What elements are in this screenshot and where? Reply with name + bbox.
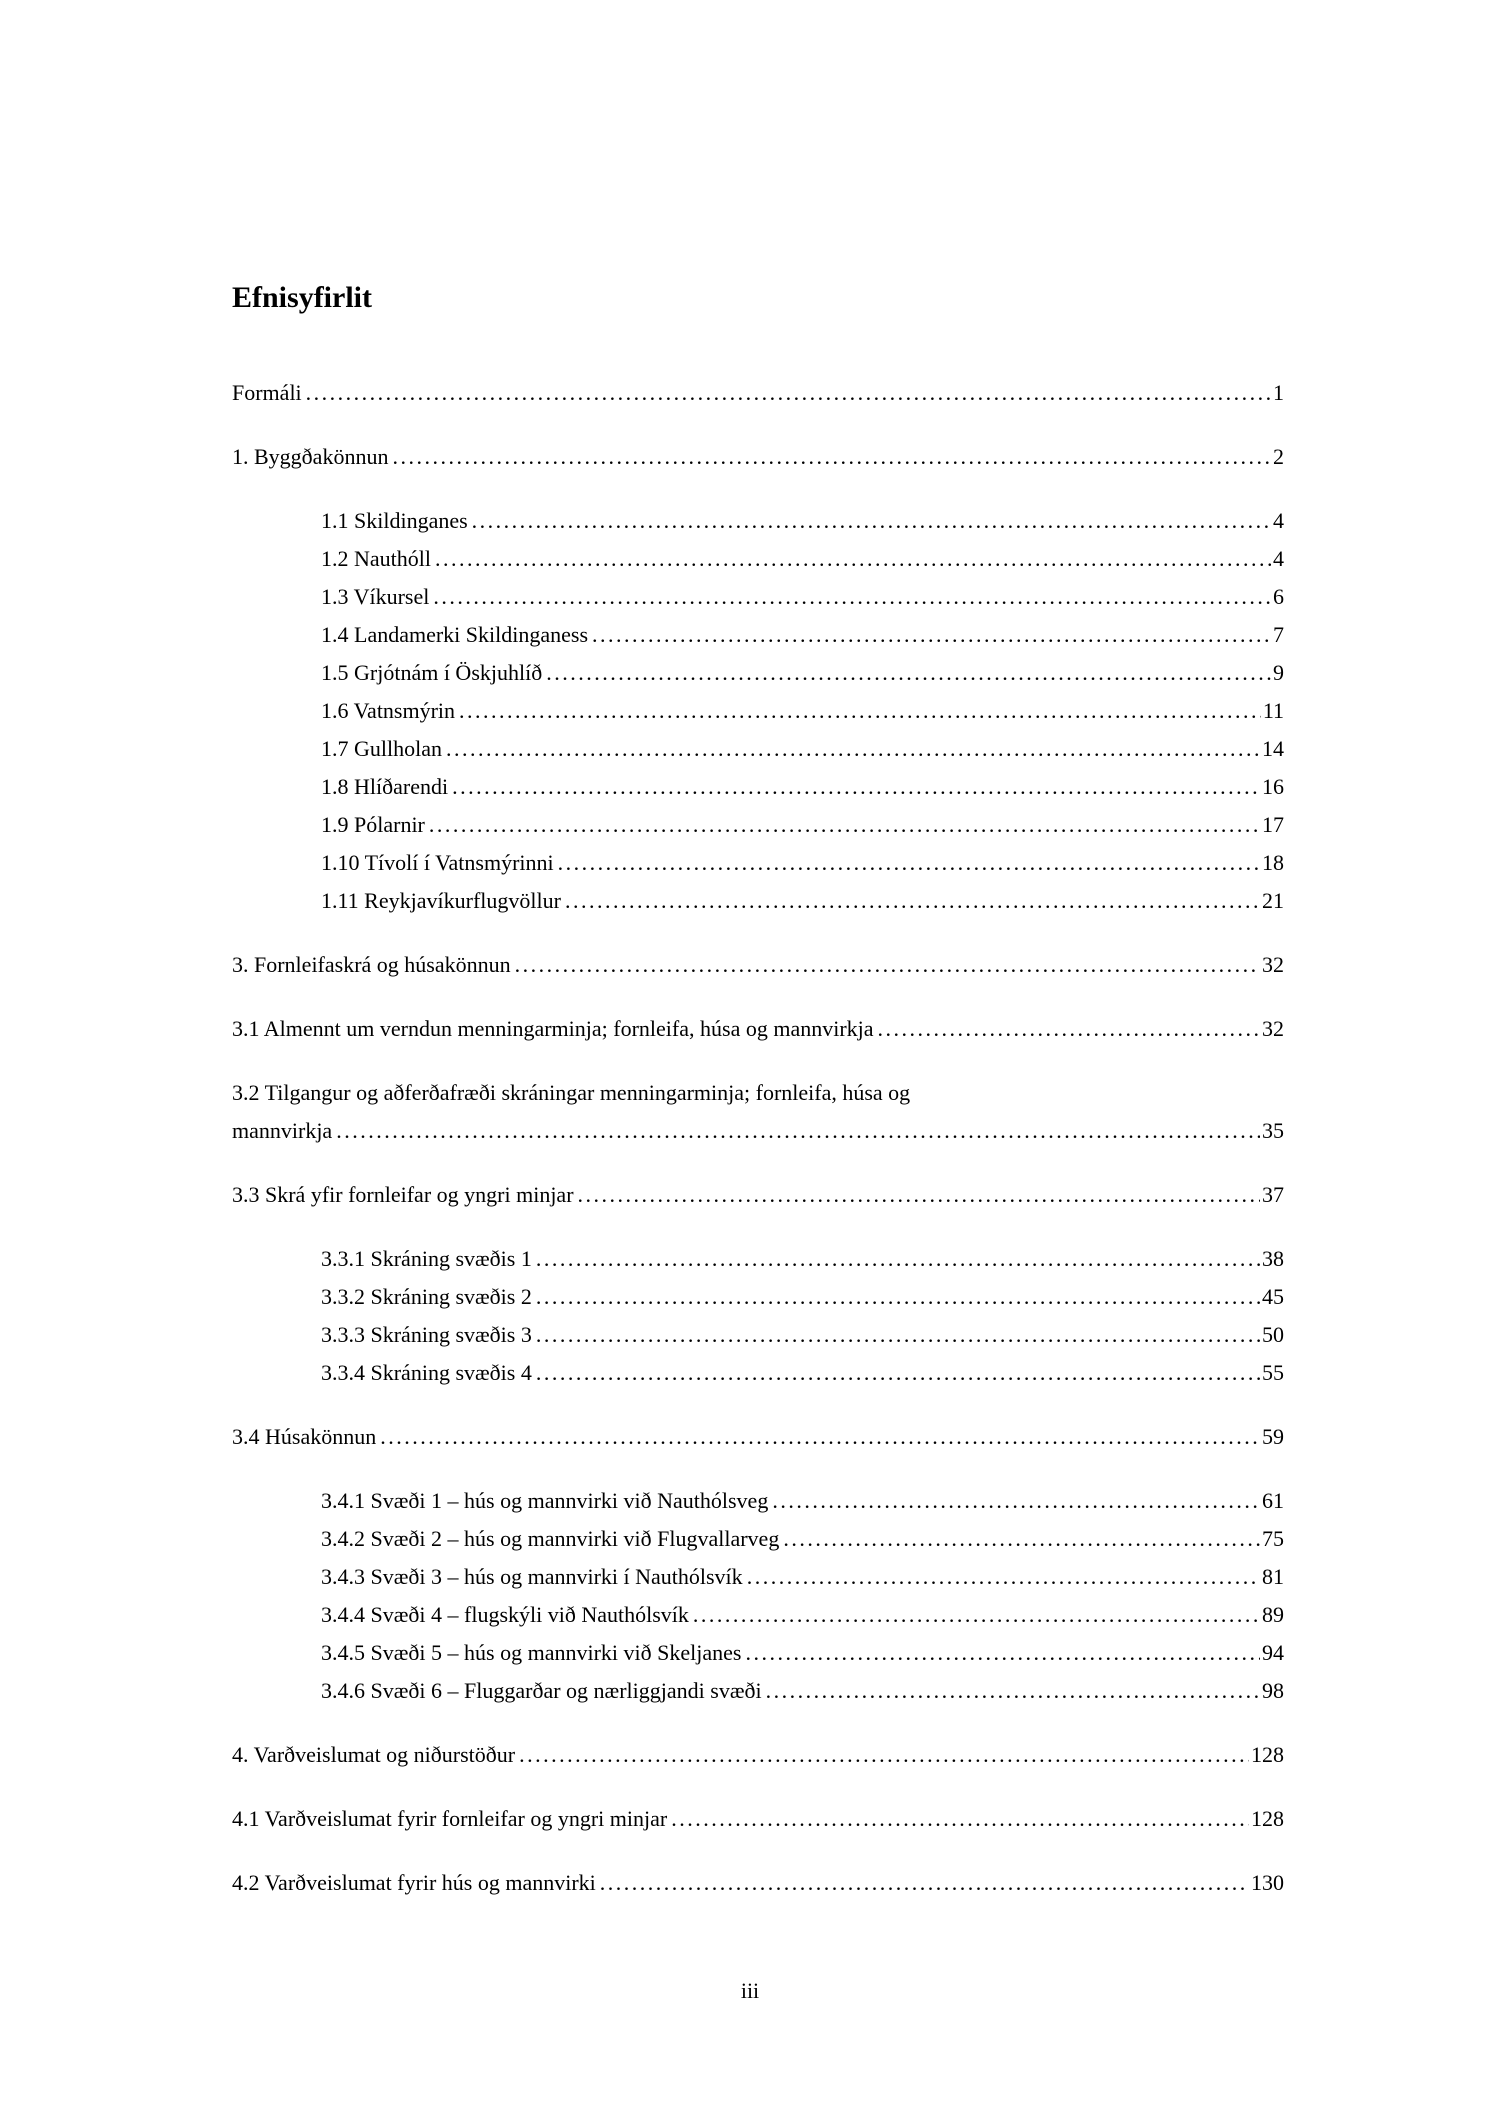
toc-entry-title: 1.3 Víkursel — [321, 584, 430, 609]
dot-leader — [435, 540, 1271, 578]
toc-entry — [232, 1418, 1284, 1456]
toc-entry-title: 3. Fornleifaskrá og húsakönnun — [232, 952, 511, 977]
dot-leader — [472, 502, 1271, 540]
toc-entry-title: 4. Varðveislumat og niðurstöður — [232, 1742, 516, 1767]
toc-entry-title: 3.4.1 Svæði 1 – hús og mannvirki við Nauthólsveg — [321, 1488, 769, 1513]
toc-entry-page-number: 7 — [1273, 622, 1284, 647]
toc-entry — [232, 768, 1284, 806]
dot-leader — [446, 730, 1260, 768]
dot-leader — [515, 946, 1260, 984]
dot-leader — [392, 438, 1271, 476]
toc-entry-title: 3.4.2 Svæði 2 – hús og mannvirki við Flugvallarveg — [321, 1526, 780, 1551]
dot-leader — [536, 1354, 1260, 1392]
toc-entry-page-number: 81 — [1262, 1564, 1284, 1589]
toc-entry-title: 1.8 Hlíðarendi — [321, 774, 449, 799]
toc-entry — [232, 502, 1284, 540]
toc-entry-title: 3.3.4 Skráning svæðis 4 — [321, 1360, 532, 1385]
toc-entry — [232, 616, 1284, 654]
toc-entry-title-line1: 3.2 Tilgangur og aðferðafræði skráningar menningarminja; fornleifa, húsa og — [232, 1080, 911, 1105]
toc-entry-page-number: 4 — [1273, 508, 1284, 533]
toc-entry-title: 1.9 Pólarnir — [321, 812, 425, 837]
toc-entry-title: 4.2 Varðveislumat fyrir hús og mannvirki — [232, 1870, 596, 1895]
toc-entry-page-number: 11 — [1262, 698, 1284, 723]
toc-entry-page-number: 9 — [1273, 660, 1284, 685]
toc-entry-title: 3.4.4 Svæði 4 – flugskýli við Nauthólsvík — [321, 1602, 689, 1627]
toc-entry — [232, 1672, 1284, 1710]
toc-entry-title: 1.4 Landamerki Skildinganess — [321, 622, 589, 647]
toc-entry-title: 3.4.5 Svæði 5 – hús og mannvirki við Skeljanes — [321, 1640, 742, 1665]
dot-leader — [306, 374, 1271, 412]
toc-entry — [232, 1482, 1284, 1520]
dot-leader — [536, 1240, 1260, 1278]
dot-leader — [878, 1010, 1260, 1048]
dot-leader — [745, 1634, 1260, 1672]
toc-entry — [232, 1634, 1284, 1672]
toc-entry-title: 3.3.2 Skráning svæðis 2 — [321, 1284, 532, 1309]
toc-entry — [232, 1316, 1284, 1354]
toc-entry — [232, 844, 1284, 882]
dot-leader — [693, 1596, 1260, 1634]
toc-entry — [232, 806, 1284, 844]
toc-entry-title: 1.6 Vatnsmýrin — [321, 698, 456, 723]
dot-leader — [459, 692, 1261, 730]
toc-entry-page-number: 38 — [1262, 1246, 1284, 1271]
toc-entry-page-number: 94 — [1262, 1640, 1284, 1665]
toc-entry — [232, 374, 1284, 412]
dot-leader — [336, 1112, 1260, 1150]
dot-leader — [429, 806, 1260, 844]
toc-entry — [232, 438, 1284, 476]
toc-entry-title: 1.7 Gullholan — [321, 736, 442, 761]
toc-entry-title: 1. Byggðakönnun — [232, 444, 389, 469]
toc-entry-page-number: 21 — [1262, 888, 1284, 913]
dot-leader — [766, 1672, 1260, 1710]
toc-entry-page-number: 75 — [1262, 1526, 1284, 1551]
toc-entry — [232, 1278, 1284, 1316]
toc-entry-title: 3.4.3 Svæði 3 – hús og mannvirki í Nauthólsvík — [321, 1564, 743, 1589]
toc-entry-page-number: 4 — [1273, 546, 1284, 571]
toc-entry-page-number: 17 — [1262, 812, 1284, 837]
toc-entry — [232, 1074, 1284, 1150]
toc-entry-title: 4.1 Varðveislumat fyrir fornleifar og yngri minjar — [232, 1806, 668, 1831]
toc-entry-title: 3.4 Húsakönnun — [232, 1424, 377, 1449]
dot-leader — [772, 1482, 1260, 1520]
toc-entry-page-number: 128 — [1251, 1806, 1284, 1831]
toc-entry-page-number: 98 — [1262, 1678, 1284, 1703]
toc-entry-page-number: 16 — [1262, 774, 1284, 799]
toc-content — [232, 278, 1284, 1902]
toc-entry-page-number: 32 — [1262, 1016, 1284, 1041]
toc-entry-page-number: 1 — [1273, 380, 1284, 405]
page-number-footer: iii — [740, 1978, 760, 2003]
toc-entry — [232, 654, 1284, 692]
toc-entry — [232, 1354, 1284, 1392]
toc-entry-title: 3.3 Skrá yfir fornleifar og yngri minjar — [232, 1182, 574, 1207]
toc-entry-title: 3.1 Almennt um verndun menningarminja; fornleifa, húsa og mannvirkja — [232, 1016, 874, 1041]
toc-entry-title: 3.3.1 Skráning svæðis 1 — [321, 1246, 532, 1271]
toc-entry-title: 3.3.3 Skráning svæðis 3 — [321, 1322, 532, 1347]
toc-entry-page-number: 55 — [1262, 1360, 1284, 1385]
dot-leader — [536, 1316, 1260, 1354]
toc-entry-title: 1.2 Nauthóll — [321, 546, 431, 571]
toc-entry — [232, 1520, 1284, 1558]
toc-entry — [232, 730, 1284, 768]
toc-entry — [232, 882, 1284, 920]
toc-entry-page-number: 2 — [1273, 444, 1284, 469]
toc-entry — [232, 1596, 1284, 1634]
toc-entry — [232, 578, 1284, 616]
toc-entry-page-number: 35 — [1262, 1118, 1284, 1143]
toc-entry-title: mannvirkja — [232, 1118, 333, 1143]
toc-entry-page-number: 61 — [1262, 1488, 1284, 1513]
toc-entry-title: 3.4.6 Svæði 6 – Fluggarðar og nærliggjandi svæði — [321, 1678, 762, 1703]
toc-entry — [232, 692, 1284, 730]
dot-leader — [747, 1558, 1260, 1596]
toc-entry — [232, 1864, 1284, 1902]
toc-entry-page-number: 14 — [1262, 736, 1284, 761]
toc-entry-title: 1.11 Reykjavíkurflugvöllur — [321, 888, 561, 913]
dot-leader — [519, 1736, 1249, 1774]
toc-entry-title: 1.1 Skildinganes — [321, 508, 468, 533]
toc-entry — [232, 540, 1284, 578]
toc-entry — [232, 1010, 1284, 1048]
toc-entry — [232, 1240, 1284, 1278]
dot-leader — [592, 616, 1271, 654]
dot-leader — [600, 1864, 1249, 1902]
dot-leader — [565, 882, 1260, 920]
toc-entry-page-number: 6 — [1273, 584, 1284, 609]
dot-leader — [380, 1418, 1260, 1456]
toc-entry-page-number: 18 — [1262, 850, 1284, 875]
toc-entry — [232, 1736, 1284, 1774]
toc-entry — [232, 1800, 1284, 1838]
toc-entry-title: 1.5 Grjótnám í Öskjuhlíð — [321, 660, 543, 685]
dot-leader — [536, 1278, 1260, 1316]
toc-list — [232, 374, 1284, 1902]
dot-leader — [546, 654, 1271, 692]
toc-entry — [232, 1558, 1284, 1596]
toc-entry-page-number: 32 — [1262, 952, 1284, 977]
toc-entry-page-number: 45 — [1262, 1284, 1284, 1309]
toc-entry-title: 1.10 Tívolí í Vatnsmýrinni — [321, 850, 554, 875]
toc-entry-page-number: 37 — [1262, 1182, 1284, 1207]
dot-leader — [578, 1176, 1260, 1214]
toc-entry-page-number: 130 — [1251, 1870, 1284, 1895]
page-title: Efnisyfirlit — [232, 281, 372, 314]
toc-entry-title: Formáli — [232, 380, 302, 405]
toc-entry — [232, 946, 1284, 984]
toc-entry-page-number: 89 — [1262, 1602, 1284, 1627]
toc-entry-page-number: 128 — [1251, 1742, 1284, 1767]
dot-leader — [783, 1520, 1260, 1558]
dot-leader — [433, 578, 1271, 616]
dot-leader — [452, 768, 1260, 806]
toc-entry — [232, 1176, 1284, 1214]
dot-leader — [671, 1800, 1249, 1838]
toc-entry-page-number: 59 — [1262, 1424, 1284, 1449]
dot-leader — [558, 844, 1260, 882]
toc-entry-page-number: 50 — [1262, 1322, 1284, 1347]
